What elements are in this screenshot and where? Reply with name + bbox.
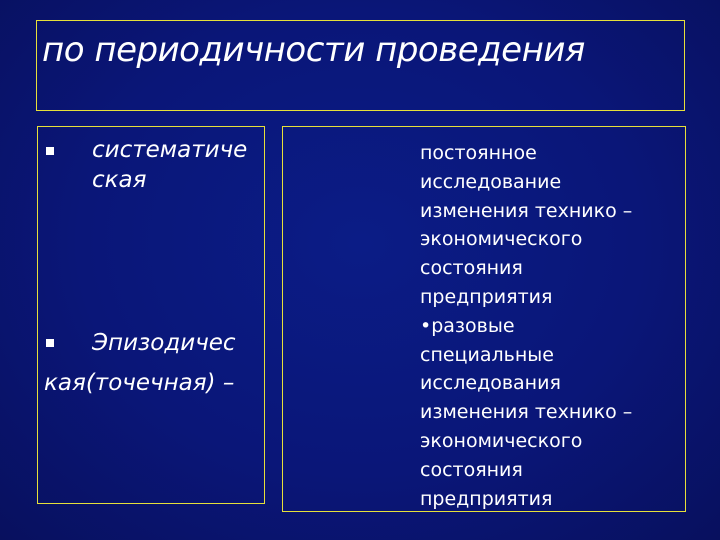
- right-line: состояния: [420, 458, 523, 481]
- right-line: экономического: [420, 429, 583, 452]
- right-line: экономического: [420, 228, 583, 251]
- right-line: исследования: [420, 372, 561, 395]
- right-line: изменения технико –: [420, 401, 633, 424]
- right-line: •разовые: [420, 314, 515, 337]
- left-item-2-line-1: Эпизодичес: [92, 330, 236, 356]
- slide-title: по периодичности проведения: [42, 30, 585, 70]
- left-content-frame: [37, 126, 265, 504]
- right-line: изменения технико –: [420, 199, 633, 222]
- left-item-1-line-2: ская: [92, 167, 147, 193]
- right-line: предприятия: [420, 487, 553, 510]
- right-line: постоянное: [420, 142, 537, 164]
- right-description-list: [420, 139, 632, 513]
- right-line: специальные: [420, 343, 554, 366]
- right-line: исследование: [420, 170, 562, 193]
- right-line: предприятия: [420, 285, 553, 308]
- right-line: состояния: [420, 257, 523, 280]
- square-bullet-icon: [46, 147, 54, 155]
- left-item-2-line-2: кая(точечная) –: [44, 370, 235, 396]
- square-bullet-icon: [46, 339, 54, 347]
- left-item-1-line-1: систематиче: [92, 137, 248, 163]
